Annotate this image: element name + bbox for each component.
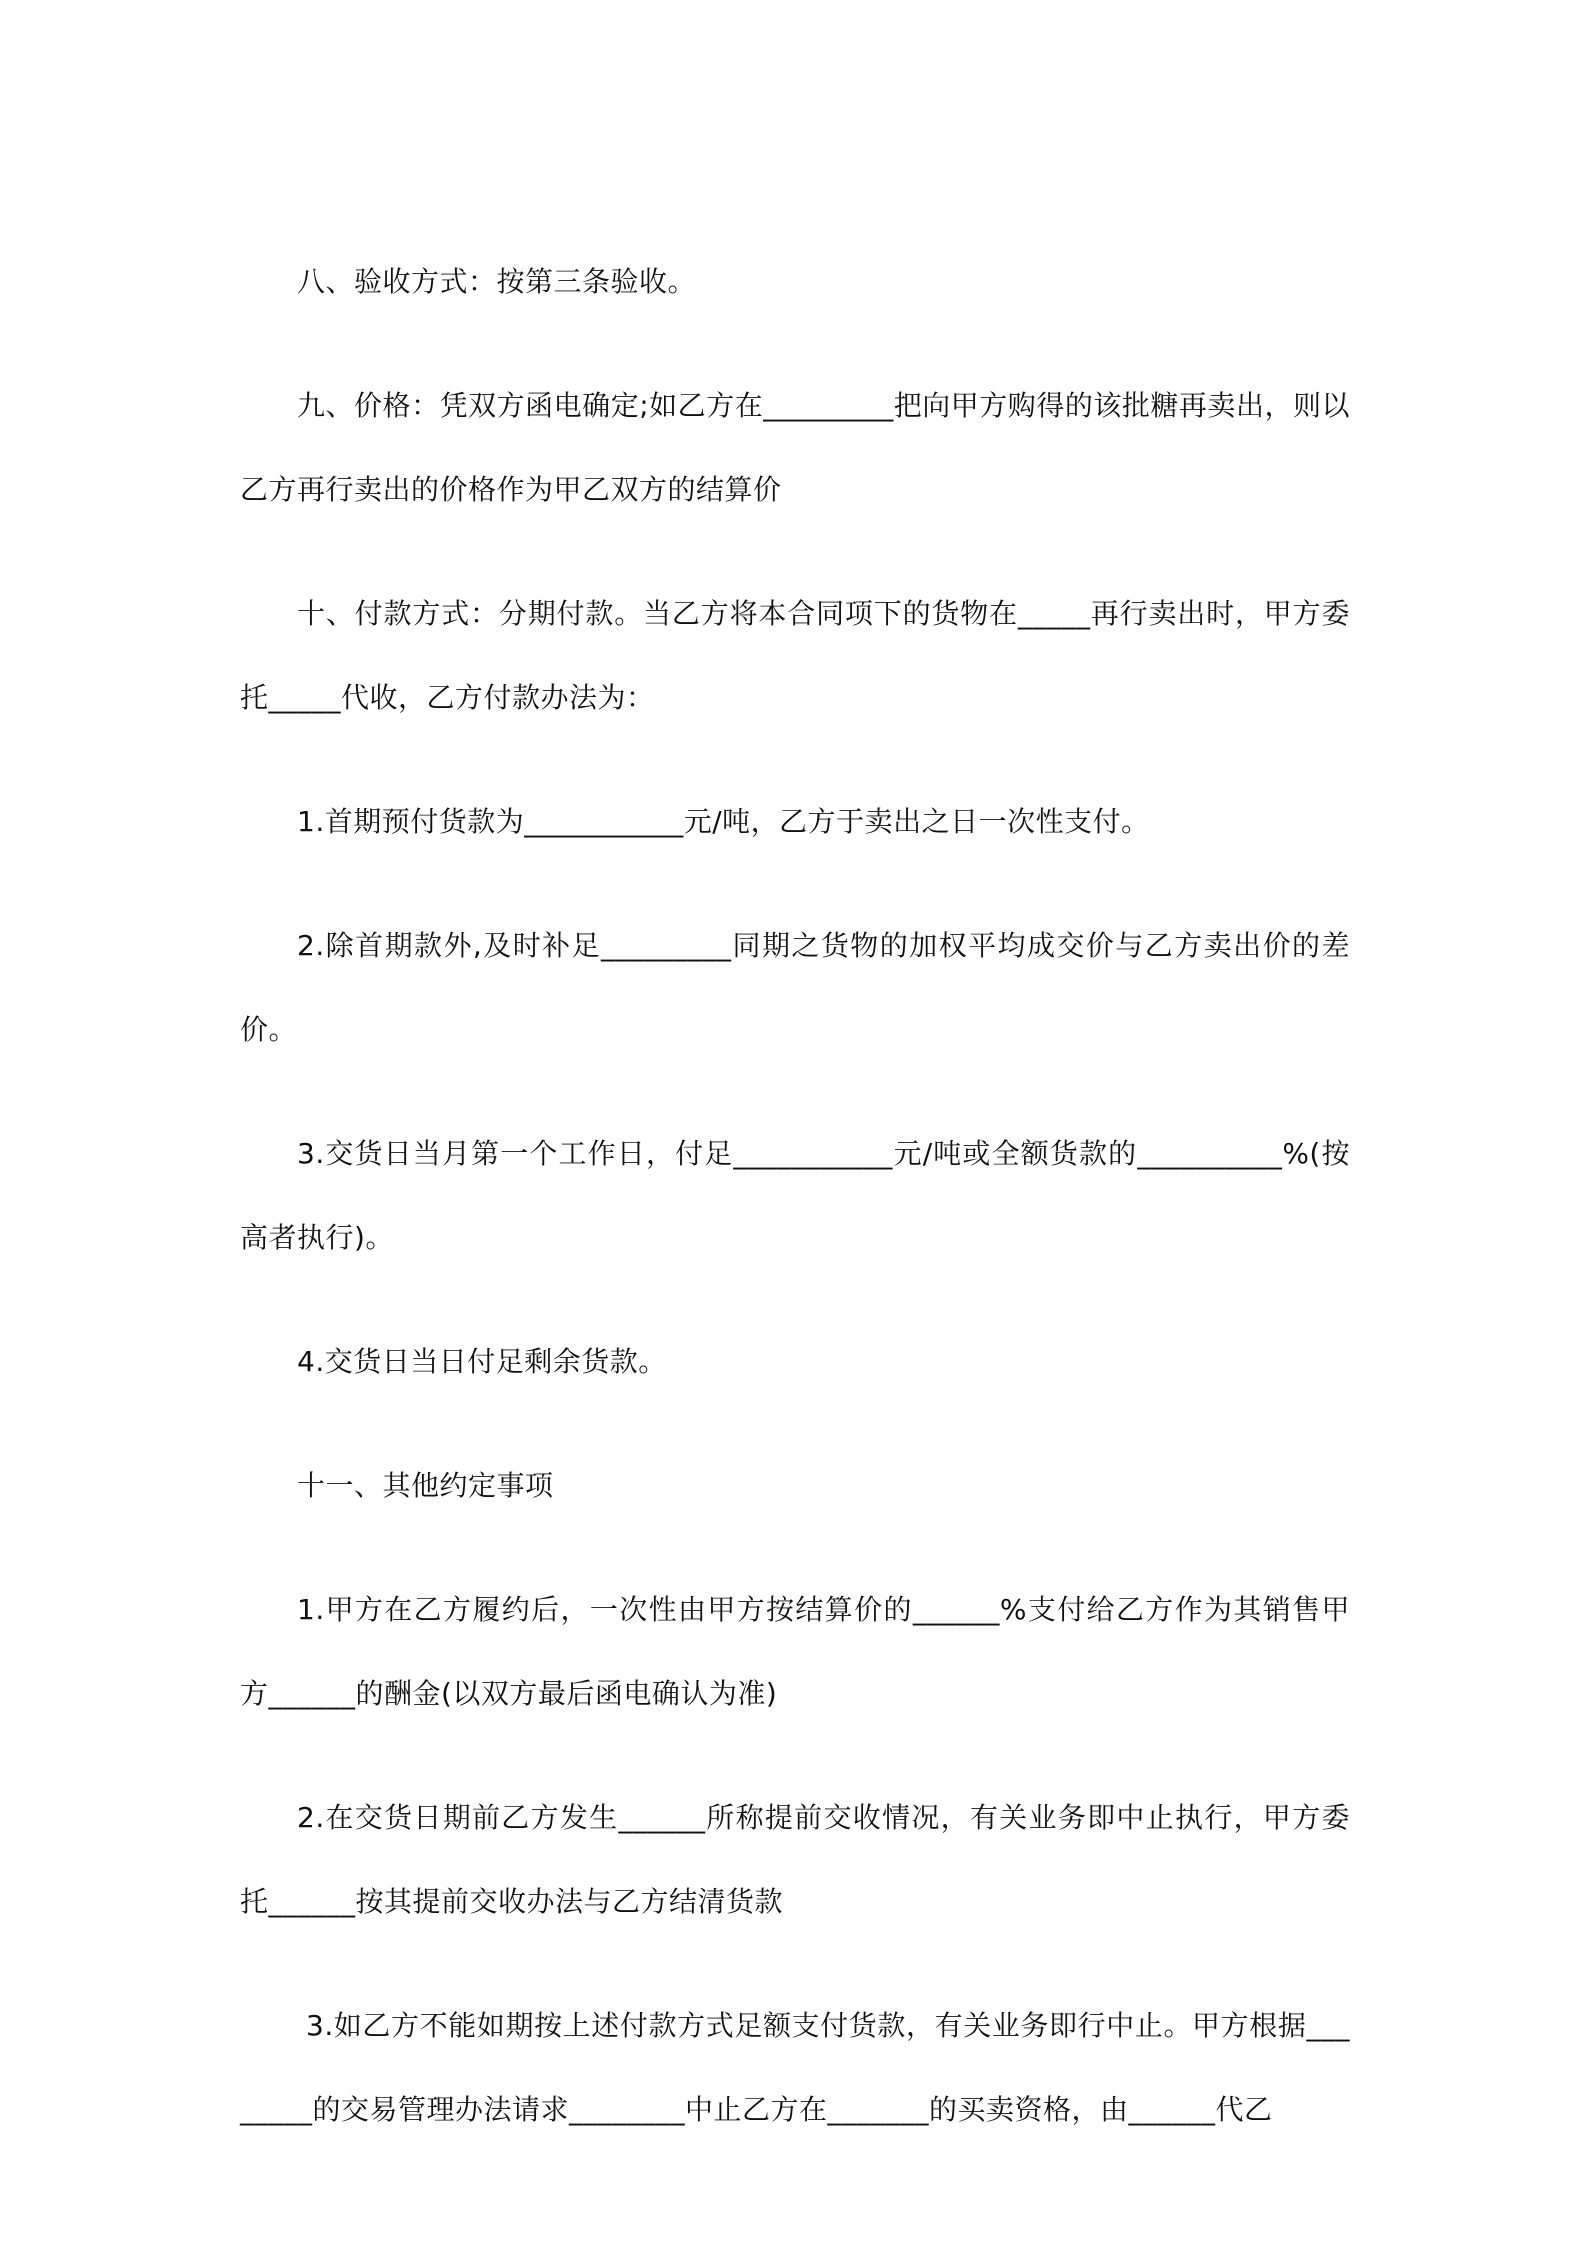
other-item-1: 1.甲方在乙方履约后，一次性由甲方按结算价的______%支付给乙方作为其销售甲方______的酬金(以双方最后函电确认为准) [240,1593,1350,1710]
clause-11-heading: 十一、其他约定事项 [297,1469,554,1502]
clause-9-price: 九、价格：凭双方函电确定;如乙方在_________把向甲方购得的该批糖再卖出，则以乙方再行卖出的价格作为甲乙双方的结算价 [240,389,1350,506]
document-body [240,240,1350,2152]
payment-item-4: 4.交货日当日付足剩余货款。 [297,1345,667,1378]
other-item-3: 3.如乙方不能如期按上述付款方式足额支付货款，有关业务即行中止。甲方根据________的交易管理办法请求________中止乙方在_______的买卖资格，由______代乙 [240,2009,1350,2126]
payment-item-3: 3.交货日当月第一个工作日，付足___________元/吨或全额货款的__________%(按高者执行)。 [240,1137,1350,1254]
payment-item-1: 1.首期预付货款为___________元/吨，乙方于卖出之日一次性支付。 [297,805,1150,838]
clause-8-acceptance: 八、验收方式：按第三条验收。 [297,265,697,298]
other-item-2: 2.在交货日期前乙方发生______所称提前交收情况，有关业务即中止执行，甲方委托______按其提前交收办法与乙方结清货款 [240,1801,1350,1918]
clause-10-payment: 十、付款方式：分期付款。当乙方将本合同项下的货物在_____再行卖出时，甲方委托_____代收，乙方付款办法为： [240,597,1350,714]
payment-item-2: 2.除首期款外,及时补足_________同期之货物的加权平均成交价与乙方卖出价的差价。 [240,929,1350,1046]
